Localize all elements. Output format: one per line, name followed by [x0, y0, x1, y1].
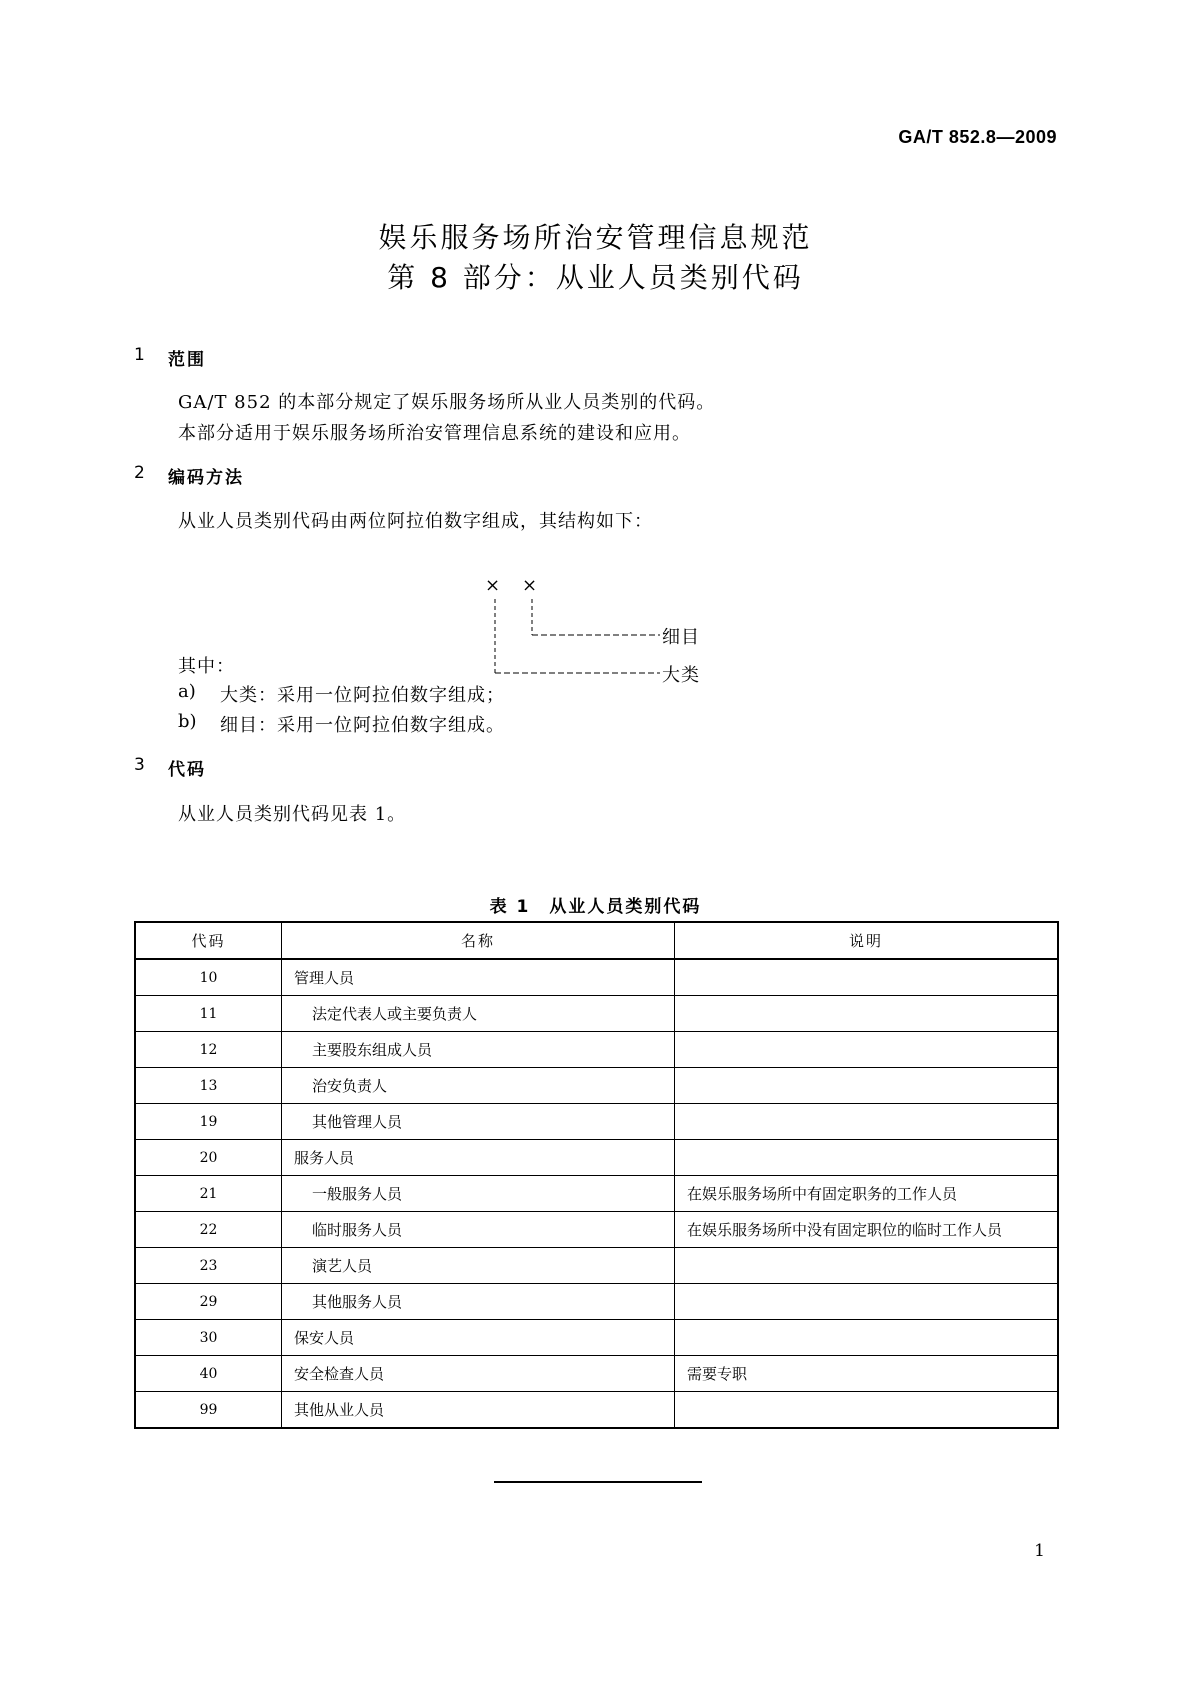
- row-note: [675, 1284, 1059, 1320]
- row-name: 法定代表人或主要负责人: [282, 996, 675, 1032]
- row-code: 13: [135, 1068, 282, 1104]
- section-1-number: 1: [134, 345, 145, 365]
- section-2-para-1: 从业人员类别代码由两位阿拉伯数字组成，其结构如下：: [178, 511, 653, 532]
- major-category-label: 大类: [662, 665, 700, 686]
- table-row: [135, 1248, 1058, 1284]
- section-1-para-1: GA/T 852 的本部分规定了娱乐服务场所从业人员类别的代码。: [178, 392, 716, 413]
- table-row: [135, 1068, 1058, 1104]
- row-name: 保安人员: [282, 1320, 675, 1356]
- row-note: [675, 959, 1059, 996]
- row-code: 22: [135, 1212, 282, 1248]
- standard-number: GA/T 852.8—2009: [898, 127, 1057, 147]
- section-2-title: 编码方法: [168, 468, 244, 488]
- header-note: 说明: [675, 922, 1059, 959]
- table-row: [135, 1212, 1058, 1248]
- table-row: [135, 1176, 1058, 1212]
- table-row: [135, 959, 1058, 996]
- digit-2-mark: ×: [522, 575, 539, 596]
- row-note: 需要专职: [675, 1356, 1059, 1392]
- row-name: 治安负责人: [282, 1068, 675, 1104]
- row-note: [675, 1140, 1059, 1176]
- table-row: [135, 1356, 1058, 1392]
- row-name: 其他从业人员: [282, 1392, 675, 1429]
- row-code: 29: [135, 1284, 282, 1320]
- row-code: 21: [135, 1176, 282, 1212]
- list-item-b-text: 细目：采用一位阿拉伯数字组成。: [220, 715, 505, 736]
- row-code: 23: [135, 1248, 282, 1284]
- end-rule: [494, 1481, 702, 1483]
- row-note: [675, 1032, 1059, 1068]
- row-code: 10: [135, 959, 282, 996]
- category-code-table: [134, 921, 1059, 1429]
- section-2-number: 2: [134, 463, 145, 483]
- row-code: 30: [135, 1320, 282, 1356]
- document-title: 娱乐服务场所治安管理信息规范: [378, 221, 813, 254]
- section-3-title: 代码: [168, 760, 206, 780]
- row-note: [675, 1392, 1059, 1429]
- table-header-row: [135, 922, 1058, 959]
- row-name: 临时服务人员: [282, 1212, 675, 1248]
- row-code: 12: [135, 1032, 282, 1068]
- section-3-para-1: 从业人员类别代码见表 1。: [178, 804, 407, 825]
- row-code: 11: [135, 996, 282, 1032]
- section-3-number: 3: [134, 755, 145, 775]
- header-name: 名称: [282, 922, 675, 959]
- row-note: [675, 1104, 1059, 1140]
- row-name: 管理人员: [282, 959, 675, 996]
- where-label: 其中：: [178, 656, 235, 677]
- row-name: 演艺人员: [282, 1248, 675, 1284]
- page-number: 1: [1034, 1541, 1045, 1561]
- table-row: [135, 1104, 1058, 1140]
- table-caption: 表 1 从业人员类别代码: [489, 897, 702, 917]
- row-note: [675, 1068, 1059, 1104]
- row-name: 安全检查人员: [282, 1356, 675, 1392]
- row-name: 一般服务人员: [282, 1176, 675, 1212]
- header-code: 代码: [135, 922, 282, 959]
- row-name: 服务人员: [282, 1140, 675, 1176]
- row-code: 40: [135, 1356, 282, 1392]
- row-note: 在娱乐服务场所中没有固定职位的临时工作人员: [675, 1212, 1059, 1248]
- row-code: 99: [135, 1392, 282, 1429]
- row-note: [675, 996, 1059, 1032]
- row-code: 19: [135, 1104, 282, 1140]
- table-row: [135, 1140, 1058, 1176]
- table-row: [135, 1392, 1058, 1429]
- row-note: 在娱乐服务场所中有固定职务的工作人员: [675, 1176, 1059, 1212]
- list-item-a-text: 大类：采用一位阿拉伯数字组成；: [220, 685, 505, 706]
- table-row: [135, 1320, 1058, 1356]
- section-1-title: 范围: [168, 350, 206, 370]
- row-name: 其他服务人员: [282, 1284, 675, 1320]
- table-row: [135, 1032, 1058, 1068]
- row-code: 20: [135, 1140, 282, 1176]
- detail-label: 细目: [662, 627, 700, 648]
- row-name: 其他管理人员: [282, 1104, 675, 1140]
- table-row: [135, 996, 1058, 1032]
- list-item-a-label: a): [178, 681, 196, 702]
- row-note: [675, 1320, 1059, 1356]
- table-row: [135, 1284, 1058, 1320]
- row-name: 主要股东组成人员: [282, 1032, 675, 1068]
- code-structure-diagram: [470, 575, 730, 690]
- list-item-b-label: b): [178, 711, 197, 732]
- digit-1-mark: ×: [485, 575, 502, 596]
- document-subtitle: 第 8 部分：从业人员类别代码: [387, 261, 804, 294]
- section-1-para-2: 本部分适用于娱乐服务场所治安管理信息系统的建设和应用。: [178, 423, 691, 444]
- row-note: [675, 1248, 1059, 1284]
